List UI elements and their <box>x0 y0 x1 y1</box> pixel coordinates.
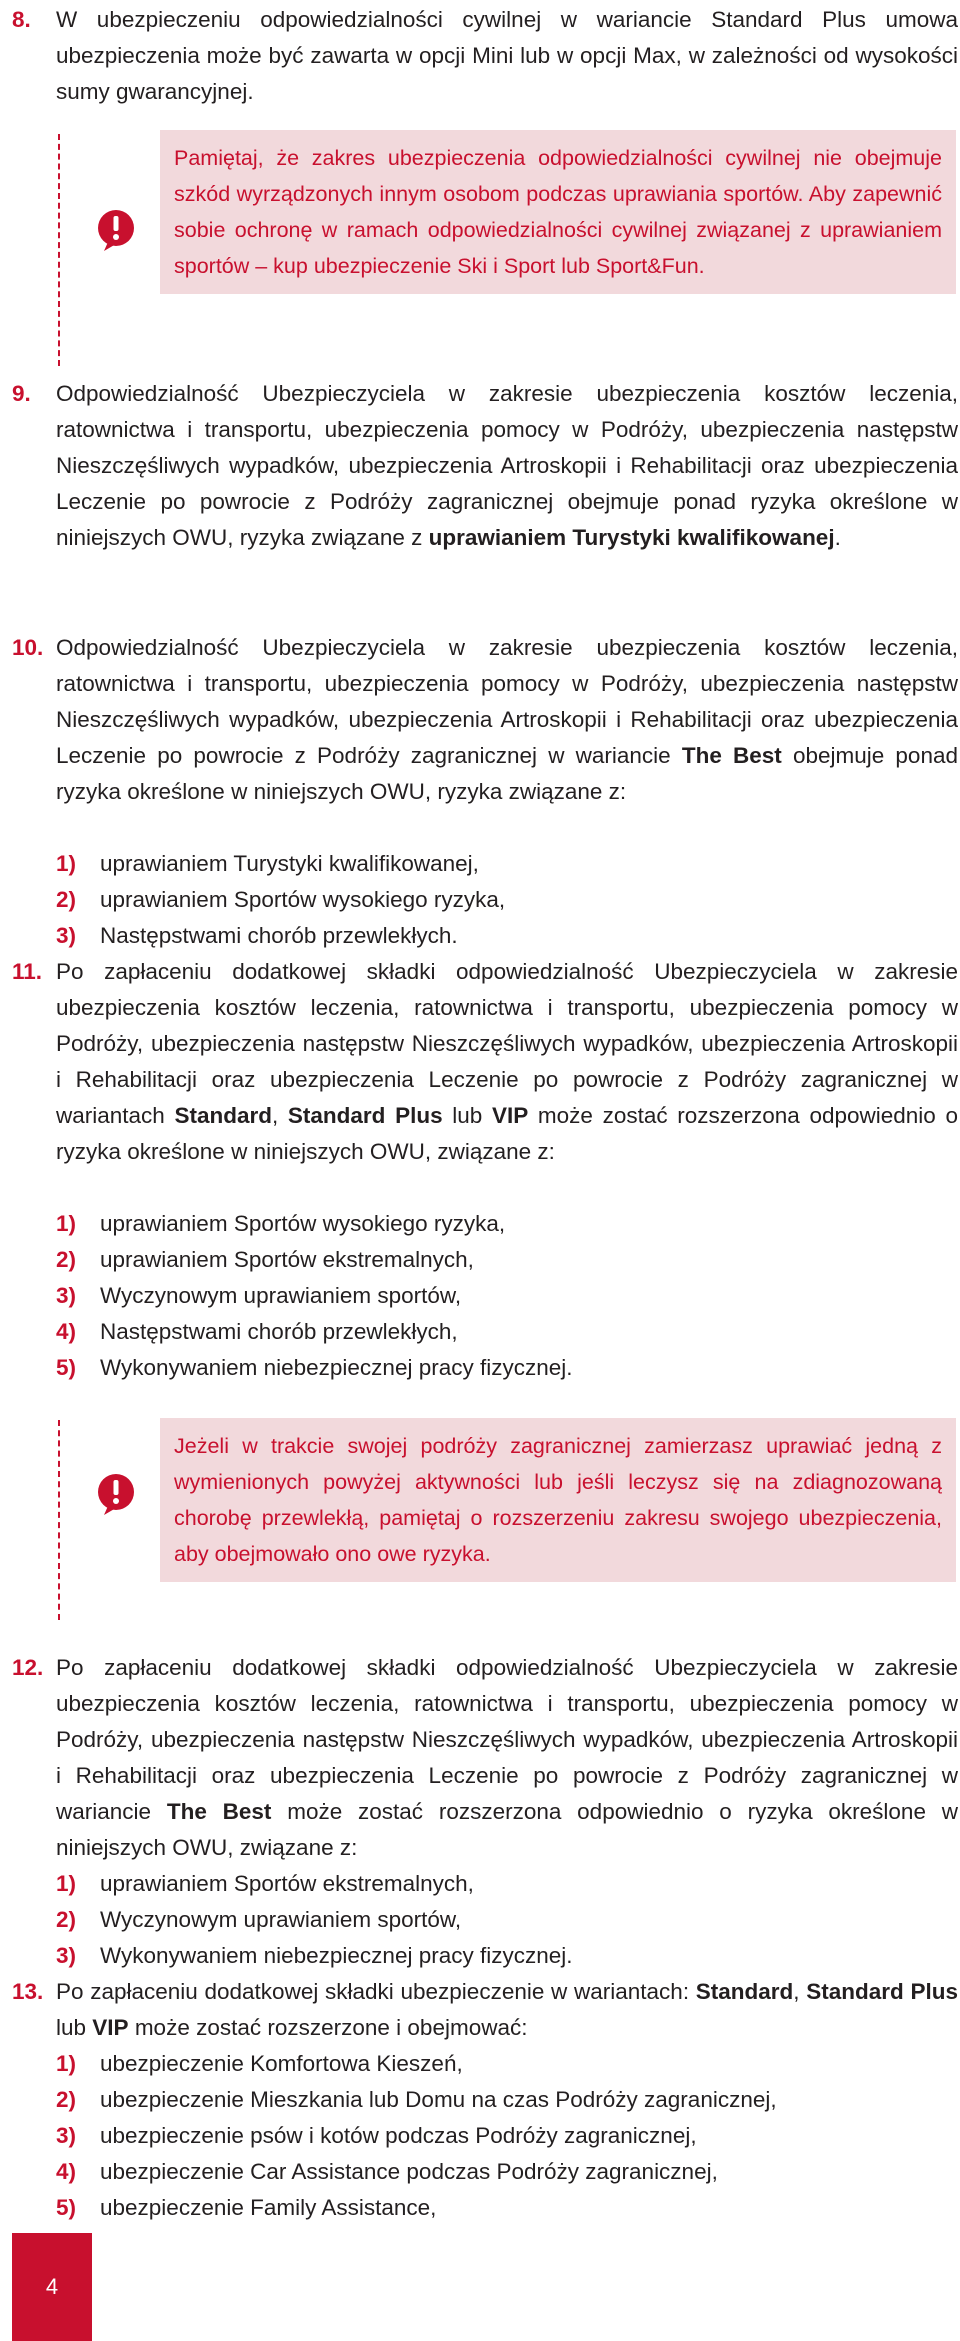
paragraph-text: W ubezpieczeniu odpowiedzialności cywilnej w wariancie Standard Plus umowa ubezpieczenia może być zawarta w opcji Mini lub w opcji Max, w zależności od wysokości sumy gwarancyjnej. <box>56 7 958 104</box>
note-text: Pamiętaj, że zakres ubezpieczenia odpowiedzialności cywilnej nie obejmuje szkód wyrządzonych innym osobom podczas uprawiania sportów. Aby zapewnić sobie ochronę w ramach odpowiedzialności cywilnej związanej z uprawianiem sportów – kup ubezpieczenie Ski i Sport lub Sport&Fun. <box>174 146 942 278</box>
list-item: 3) Wyczynowym uprawianiem sportów, <box>56 1283 462 1308</box>
paragraph-number: 12. <box>12 1655 44 1680</box>
paragraph-8 <box>12 2 958 110</box>
list-item: 1) uprawianiem Sportów wysokiego ryzyka, <box>56 1211 506 1236</box>
page-number-box <box>12 2233 92 2341</box>
paragraph-10 <box>12 630 958 810</box>
list-item: 1) uprawianiem Turystyki kwalifikowanej, <box>56 851 479 876</box>
note-box <box>160 1418 956 1582</box>
list-item: 2) uprawianiem Sportów ekstremalnych, <box>56 1247 474 1272</box>
list-item: 5) Wykonywaniem niebezpiecznej pracy fizycznej. <box>56 1355 573 1380</box>
paragraph-12 <box>12 1650 958 1866</box>
bold-term: Standard <box>695 1979 794 2004</box>
note-dashed-rule <box>58 134 60 366</box>
list-item: 3) Następstwami chorób przewlekłych. <box>56 923 458 948</box>
paragraph-13 <box>12 1974 958 2046</box>
paragraph-11 <box>12 954 958 1170</box>
paragraph-text: Odpowiedzialność Ubezpieczyciela w zakresie ubezpieczenia kosztów leczenia, ratownictwa i transportu, ubezpieczenia pomocy w Podróży, ubezpieczenia następstw Nieszczęśliwych wypadków, ubezpieczenia Artroskopii i Rehabilitacji oraz ubezpieczenia Leczenie po powrocie z Podróży zagranicznej obejmuje ponad ryzyka określone w niniejszych OWU, ryzyka związane z uprawianiem Turystyki kwalifikowanej. <box>56 381 958 550</box>
page-number: 4 <box>45 2274 59 2299</box>
paragraph-number: 13. <box>12 1979 44 2004</box>
bold-term: Standard Plus <box>287 1103 443 1128</box>
paragraph-text: Po zapłaceniu dodatkowej składki odpowiedzialność Ubezpieczyciela w zakresie ubezpieczenia kosztów leczenia, ratownictwa i transportu, ubezpieczenia pomocy w Podróży, ubezpieczenia następstw Nieszczęśliwych wypadków, ubezpieczenia Artroskopii i Rehabilitacji oraz ubezpieczenia Leczenie po powrocie z Podróży zagranicznej w wariancie The Best może zostać rozszerzona odpowiednio o ryzyka określone w niniejszych OWU, związane z: <box>56 1655 958 1860</box>
bold-term: Standard Plus <box>806 1979 958 2004</box>
list-item: 1) uprawianiem Sportów ekstremalnych, <box>56 1871 474 1896</box>
list-item: 3) ubezpieczenie psów i kotów podczas Podróży zagranicznej, <box>56 2123 697 2148</box>
list-item: 2) Wyczynowym uprawianiem sportów, <box>56 1907 462 1932</box>
paragraph-number: 8. <box>12 7 31 32</box>
paragraph-9 <box>12 376 958 556</box>
bold-term: VIP <box>491 1103 529 1128</box>
list-item: 2) ubezpieczenie Mieszkania lub Domu na czas Podróży zagranicznej, <box>56 2087 777 2112</box>
bold-term: uprawianiem Turystyki kwalifikowanej <box>428 525 835 550</box>
note-box <box>160 130 956 294</box>
paragraph-number: 9. <box>12 381 31 406</box>
note-text: Jeżeli w trakcie swojej podróży zagranicznej zamierzasz uprawiać jedną z wymienionych powyżej aktywności lub jeśli leczysz się na zdiagnozowaną chorobę przewlekłą, pamiętaj o rozszerzeniu zakresu swojego ubezpieczenia, aby obejmowało ono owe ryzyka. <box>174 1434 942 1566</box>
paragraph-text: Po zapłaceniu dodatkowej składki ubezpieczenie w wariantach: Standard, Standard Plus lub VIP może zostać rozszerzone i obejmować: <box>56 1979 958 2040</box>
list-item: 2) uprawianiem Sportów wysokiego ryzyka, <box>56 887 506 912</box>
paragraph-text: Odpowiedzialność Ubezpieczyciela w zakresie ubezpieczenia kosztów leczenia, ratownictwa i transportu, ubezpieczenia pomocy w Podróży, ubezpieczenia następstw Nieszczęśliwych wypadków, ubezpieczenia Artroskopii i Rehabilitacji oraz ubezpieczenia Leczenie po powrocie z Podróży zagranicznej w wariancie The Best obejmuje ponad ryzyka określone w niniejszych OWU, ryzyka związane z: <box>56 635 958 804</box>
note-dashed-rule <box>58 1420 60 1620</box>
list-item: 4) Następstwami chorób przewlekłych, <box>56 1319 458 1344</box>
bold-term: VIP <box>92 2015 129 2040</box>
list-item: 5) ubezpieczenie Family Assistance, <box>56 2195 437 2220</box>
paragraph-number: 10. <box>12 635 44 660</box>
bold-term: Standard <box>174 1103 272 1128</box>
warning-icon <box>94 208 138 252</box>
list-item: 3) Wykonywaniem niebezpiecznej pracy fizycznej. <box>56 1943 573 1968</box>
paragraph-number: 11. <box>12 959 43 984</box>
warning-icon <box>94 1472 138 1516</box>
bold-term: The Best <box>681 743 782 768</box>
paragraph-text: Po zapłaceniu dodatkowej składki odpowiedzialność Ubezpieczyciela w zakresie ubezpieczenia kosztów leczenia, ratownictwa i transportu, ubezpieczenia pomocy w Podróży, ubezpieczenia następstw Nieszczęśliwych wypadków, ubezpieczenia Artroskopii i Rehabilitacji oraz ubezpieczenia Leczenie po powrocie z Podróży zagranicznej w wariantach Standard, Standard Plus lub VIP może zostać rozszerzona odpowiednio o ryzyka określone w niniejszych OWU, związane z: <box>56 959 958 1164</box>
bold-term: The Best <box>166 1799 272 1824</box>
list-item: 4) ubezpieczenie Car Assistance podczas Podróży zagranicznej, <box>56 2159 718 2184</box>
list-item: 1) ubezpieczenie Komfortowa Kieszeń, <box>56 2051 463 2076</box>
